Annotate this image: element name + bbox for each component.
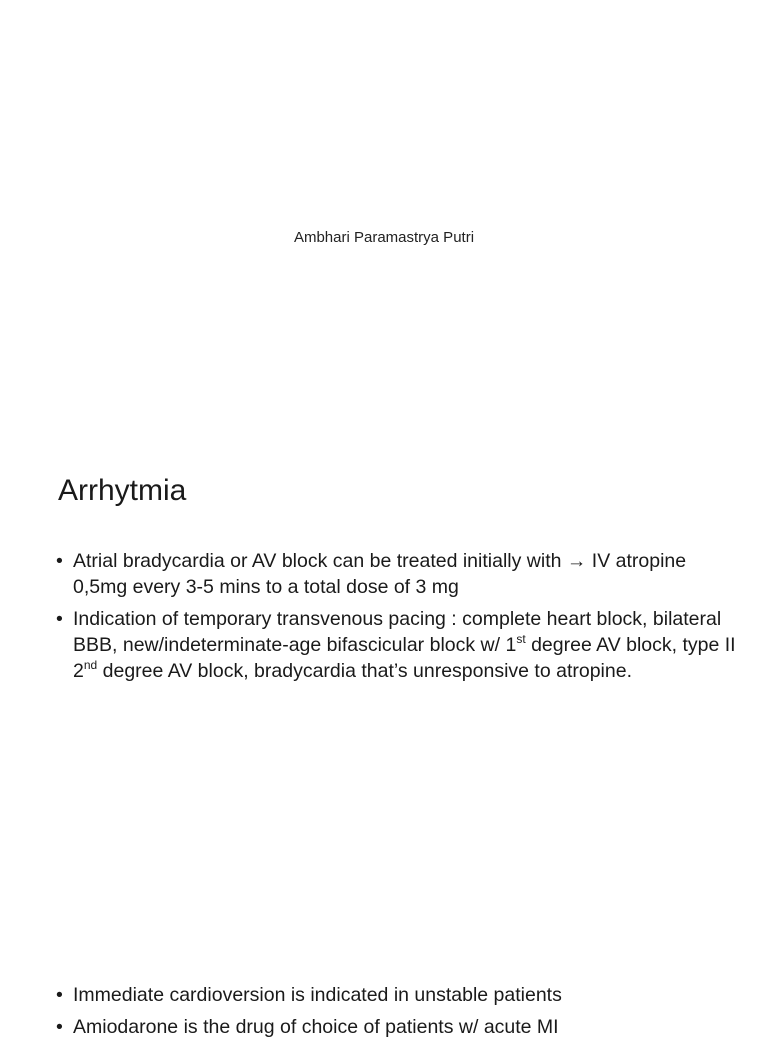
bullet-text: Immediate cardioversion is indicated in unstable patients <box>73 984 562 1006</box>
slide-heading: Arrhytmia <box>58 474 187 507</box>
bullet-icon: • <box>56 1016 63 1038</box>
bullet-icon: • <box>56 550 63 572</box>
bullet-text: Atrial bradycardia or AV block can be treated initially with → IV atropine 0,5mg every 3-5 mins to a total dose of 3 mg <box>73 550 687 598</box>
title-slide <box>0 0 768 432</box>
list-item <box>56 982 736 1008</box>
bullet-text-part: degree AV block, bradycardia that’s unresponsive to atropine. <box>97 660 632 682</box>
ordinal-suffix: nd <box>83 657 98 672</box>
ordinal-suffix: st <box>516 631 526 646</box>
author-name: Ambhari Paramastrya Putri <box>293 229 475 246</box>
list-item <box>56 548 736 600</box>
bullet-list <box>56 548 736 690</box>
bullet-text-part: Indication of temporary transvenous pacing : complete heart block, bilateral BBB, new/indeterminate-age bifascicular block w/ 1 <box>73 608 722 656</box>
list-item <box>56 1014 736 1040</box>
bullet-text: Amiodarone is the drug of choice of patients w/ acute MI <box>73 1016 559 1038</box>
bullet-text-part: degree AV block, type II 2 <box>73 634 736 682</box>
bullet-icon: • <box>56 984 63 1006</box>
list-item <box>56 606 736 684</box>
bullet-icon: • <box>56 608 63 630</box>
bullet-list <box>56 982 736 1046</box>
